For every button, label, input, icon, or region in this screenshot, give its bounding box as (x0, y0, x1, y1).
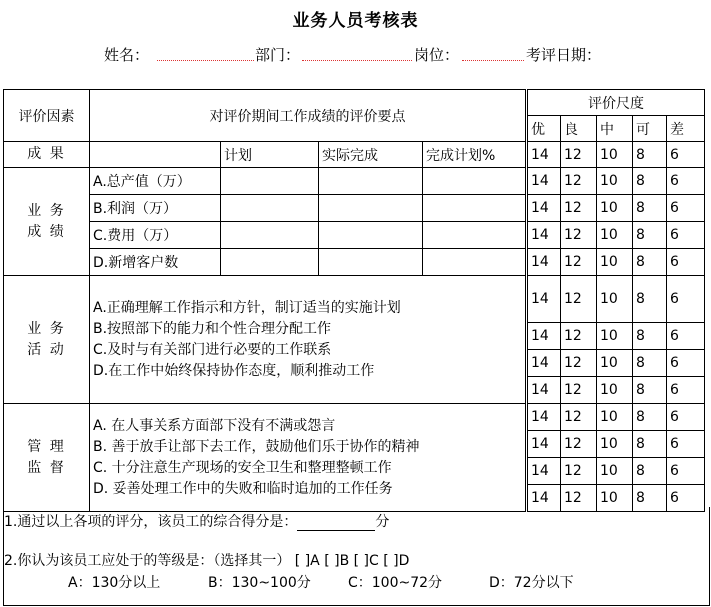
score-cell: 14 (527, 168, 561, 195)
rate-cell[interactable] (423, 168, 527, 195)
score-cell: 6 (667, 431, 705, 458)
total-score-question (4, 511, 389, 531)
item-label: B.利润（万） (90, 195, 221, 222)
score-cell: 10 (597, 458, 633, 485)
score-cell: 10 (597, 350, 633, 377)
grade-average: 中 (597, 116, 633, 142)
score-cell: 12 (561, 276, 597, 323)
score-cell: 8 (633, 404, 667, 431)
scale-header: 评价尺度 (527, 90, 705, 116)
item-label: A.总产值（万） (90, 168, 221, 195)
score-cell: 8 (633, 485, 667, 512)
actual-header: 实际完成 (319, 142, 423, 168)
score-cell: 14 (527, 458, 561, 485)
score-cell: 6 (667, 195, 705, 222)
score-cell: 14 (527, 323, 561, 350)
rate-cell[interactable] (423, 222, 527, 249)
score-cell: 6 (667, 142, 705, 168)
score-cell: 10 (597, 222, 633, 249)
score-cell: 14 (527, 404, 561, 431)
score-cell: 8 (633, 377, 667, 404)
score-cell: 8 (633, 249, 667, 276)
evaluation-table (3, 89, 705, 512)
score-cell: 8 (633, 323, 667, 350)
score-cell: 8 (633, 142, 667, 168)
form-title: 业务人员考核表 (292, 11, 419, 31)
score-cell: 14 (527, 142, 561, 168)
item-label: D.在工作中始终保持协作态度，顺利推动工作 (93, 362, 375, 379)
level-a: A：130分以上 (68, 575, 161, 591)
item-label: D.新增客户数 (90, 249, 221, 276)
score-cell: 12 (561, 377, 597, 404)
score-cell: 12 (561, 168, 597, 195)
score-cell: 6 (667, 276, 705, 323)
score-cell: 12 (561, 249, 597, 276)
score-cell: 12 (561, 323, 597, 350)
score-cell: 10 (597, 485, 633, 512)
actual-cell[interactable] (319, 249, 423, 276)
score-cell: 14 (527, 276, 561, 323)
score-cell: 6 (667, 323, 705, 350)
item-label: B. 善于放手让部下去工作，鼓励他们乐于协作的精神 (93, 438, 420, 455)
score-cell: 8 (633, 431, 667, 458)
item-label: A.正确理解工作指示和方针，制订适当的实施计划 (93, 299, 401, 316)
score-cell: 6 (667, 377, 705, 404)
score-cell: 6 (667, 222, 705, 249)
score-cell: 14 (527, 485, 561, 512)
total-score-label: 1.通过以上各项的评分，该员工的综合得分是： (4, 514, 298, 530)
summary-section (3, 507, 710, 606)
points-header: 对评价期间工作成绩的评价要点 (90, 90, 527, 142)
score-cell: 12 (561, 222, 597, 249)
section-business-activity: 业 务 活 动 (4, 276, 90, 404)
score-cell: 10 (597, 195, 633, 222)
level-d: D：72分以下 (489, 575, 574, 591)
post-label: 岗位： (414, 46, 460, 64)
total-score-unit: 分 (375, 514, 390, 530)
score-cell: 8 (633, 195, 667, 222)
score-cell: 12 (561, 458, 597, 485)
grade-good: 良 (561, 116, 597, 142)
management-points (90, 404, 527, 512)
grade-poor: 差 (667, 116, 705, 142)
score-cell: 12 (561, 350, 597, 377)
name-label: 姓名： (104, 46, 150, 64)
score-cell: 12 (561, 431, 597, 458)
section-management: 管 理 监 督 (4, 404, 90, 512)
dept-label: 部门： (255, 46, 301, 64)
plan-cell[interactable] (221, 222, 319, 249)
item-label: D. 妥善处理工作中的失败和临时追加的工作任务 (93, 480, 393, 497)
total-score-field[interactable] (297, 516, 375, 531)
score-cell: 10 (597, 323, 633, 350)
factor-header: 评价因素 (4, 90, 90, 142)
plan-header: 计划 (221, 142, 319, 168)
level-c: C：100~72分 (348, 575, 443, 591)
score-cell: 6 (667, 485, 705, 512)
score-cell: 12 (561, 142, 597, 168)
score-cell: 14 (527, 249, 561, 276)
score-cell: 12 (561, 404, 597, 431)
score-cell: 14 (527, 377, 561, 404)
score-cell: 10 (597, 142, 633, 168)
grade-fair: 可 (633, 116, 667, 142)
plan-cell[interactable] (221, 168, 319, 195)
rate-cell[interactable] (423, 195, 527, 222)
item-label: C. 十分注意生产现场的安全卫生和整理整顿工作 (93, 459, 392, 476)
score-cell: 6 (667, 249, 705, 276)
score-cell: 6 (667, 458, 705, 485)
name-field[interactable] (157, 44, 254, 61)
score-cell: 10 (597, 404, 633, 431)
score-cell: 10 (597, 377, 633, 404)
section-business-results: 业 务 成 绩 (4, 168, 90, 276)
actual-cell[interactable] (319, 168, 423, 195)
score-cell: 6 (667, 168, 705, 195)
item-label: C.及时与有关部门进行必要的工作联系 (93, 341, 332, 358)
score-cell: 12 (561, 485, 597, 512)
post-field[interactable] (462, 44, 524, 61)
score-cell: 10 (597, 431, 633, 458)
activity-points (90, 276, 527, 404)
results-label: 成 果 (4, 142, 90, 168)
item-label: A. 在人事关系方面部下没有不满或怨言 (93, 417, 336, 434)
grade-excellent: 优 (527, 116, 561, 142)
score-cell: 10 (597, 168, 633, 195)
level-b: B：130~100分 (208, 575, 311, 591)
score-cell: 6 (667, 404, 705, 431)
score-cell: 12 (561, 195, 597, 222)
score-cell: 8 (633, 350, 667, 377)
score-cell: 8 (633, 222, 667, 249)
rate-cell[interactable] (423, 249, 527, 276)
score-cell: 10 (597, 249, 633, 276)
date-label: 考评日期： (526, 46, 602, 64)
score-cell: 8 (633, 276, 667, 323)
score-cell: 14 (527, 222, 561, 249)
score-cell: 14 (527, 350, 561, 377)
item-label: C.费用（万） (90, 222, 221, 249)
score-cell: 10 (597, 276, 633, 323)
item-label: B.按照部下的能力和个性合理分配工作 (93, 320, 332, 337)
score-cell: 8 (633, 168, 667, 195)
actual-cell[interactable] (319, 222, 423, 249)
score-cell: 14 (527, 431, 561, 458)
grade-question: 2.你认为该员工应处于的等级是：（选择其一） [ ]A [ ]B [ ]C [ ]D (4, 553, 410, 569)
actual-cell[interactable] (319, 195, 423, 222)
plan-cell[interactable] (221, 195, 319, 222)
score-cell: 6 (667, 350, 705, 377)
dept-field[interactable] (302, 44, 412, 61)
score-cell: 8 (633, 458, 667, 485)
score-cell: 14 (527, 195, 561, 222)
plan-cell[interactable] (221, 249, 319, 276)
rate-header: 完成计划% (423, 142, 527, 168)
results-blank (90, 142, 221, 168)
